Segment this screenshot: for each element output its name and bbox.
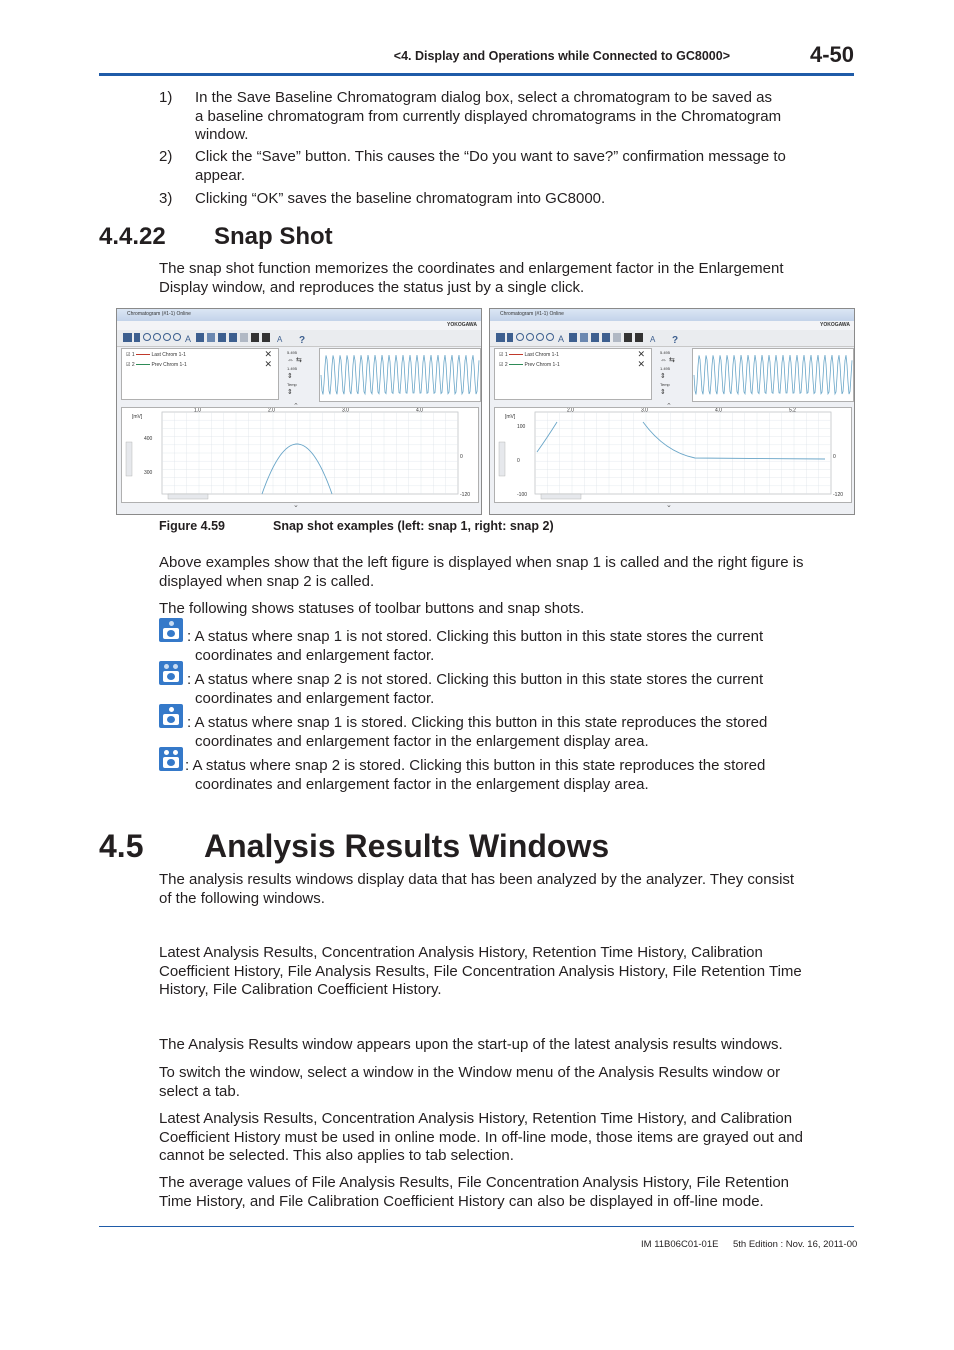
collapse-up-icon[interactable]: ⌃ [666,403,672,410]
camera-snap1-stored-icon [159,704,183,728]
close-icon[interactable]: ✕ [264,349,272,359]
vertical-scrollbar [499,442,505,476]
window-title: Chromatogram (#1-1) Online [127,311,191,317]
scale-label: 5.495 [660,350,671,355]
text-line: : A status where snap 2 is stored. Clicking this button in this state reproduces the stored [185,757,766,774]
copy-icon[interactable] [240,333,248,342]
y-tick-label: 0 [517,458,520,464]
document-id: IM 11B06C01-01E [641,1239,719,1250]
x-tick-label: 4.0 [416,407,423,414]
legend-label: Prev Chrom 1-1 [151,362,187,368]
status-text [187,671,857,708]
label-tool-icon[interactable]: A [650,335,656,344]
text-line: Coefficient History must be used in online mode. In off-line mode, those items are grayed out and [159,1128,803,1146]
overview-chromatogram [319,348,481,402]
menu-bar [117,321,481,330]
status-text [187,628,857,665]
text-tool-icon[interactable]: A [185,334,192,344]
enlarged-plot[interactable] [121,407,479,503]
paragraph [159,944,859,1000]
legend-swatch [136,364,150,366]
camera-lens [167,716,175,723]
toolbar-icons [490,330,750,346]
camera-lens [167,630,175,637]
trace-legend [494,348,652,400]
legend-row[interactable]: ☑ 2 Prev Chrom 1-1 [499,362,560,368]
zoom-icon[interactable] [517,334,524,341]
text-line: The snap shot function memorizes the coordinates and enlargement factor in the Enlargement [159,260,784,277]
step-line: Click the “Save” button. This causes the “Do you want to save?” confirmation message to [195,148,786,165]
snapshot-left-window [116,308,482,515]
baseline-icon[interactable] [602,333,610,342]
snap-dot [169,621,174,626]
x-tick-label: 1.0 [194,407,201,414]
help-icon[interactable]: ? [672,335,679,346]
legend-swatch [509,354,523,356]
step-text [195,89,845,145]
zoom-icon[interactable] [174,334,181,341]
scale-label: 1.495 [287,366,298,371]
snap1-icon[interactable] [624,333,632,342]
peak-icon[interactable] [580,333,588,342]
y-tick-label: -100 [517,492,528,498]
status-text [185,757,855,794]
baseline-icon[interactable] [229,333,237,342]
enlarged-plot[interactable] [494,407,852,503]
legend-label: Last Chrom 1-1 [524,352,559,358]
paragraph [159,871,859,908]
adjust-arrows-icon[interactable]: ⇕ [287,373,293,380]
toolbar-icons [117,330,377,346]
text-line: : A status where snap 1 is stored. Clicking this button in this state reproduces the stored [187,714,768,731]
scale-controls [287,348,317,403]
brand-logo: YOKOGAWA [446,322,477,328]
paragraph [159,1064,859,1101]
expand-down-icon[interactable]: ⌄ [293,502,299,509]
window-title: Chromatogram (#1-1) Online [500,311,564,317]
text-line: The average values of File Analysis Results, File Concentration Analysis History, File Retention [159,1174,790,1191]
menu-bar [490,321,854,330]
legend-swatch [136,354,150,356]
text-line: coordinates and enlargement factor. [195,646,435,664]
page-number: 4-50 [809,42,854,67]
text-line: Latest Analysis Results, Concentration Analysis History, Retention Time History, and Calibration [159,1110,793,1127]
text-line: cannot be selected. This also applies to tab selection. [159,1147,514,1164]
text-line: To switch the window, select a window in the Window menu of the Analysis Results window or [159,1064,781,1081]
toolbar [490,330,854,347]
figure-caption: Snap shot examples (left: snap 1, right: snap 2) [273,519,554,533]
camera-snap1-empty-icon [159,618,183,642]
text-tool-icon[interactable]: A [558,334,565,344]
marker-icon[interactable] [569,333,577,342]
legend-label: Last Chrom 1-1 [151,352,186,358]
horizontal-scrollbar [168,494,208,499]
paragraph [159,1174,859,1211]
legend-row[interactable]: ☑ 1 Last Chrom 1-1 [499,352,559,358]
step-number: 3) [159,190,173,207]
snap-dot [164,664,169,669]
window-titlebar [490,309,854,321]
overview-trace [321,355,479,395]
camera-lens [167,673,175,680]
snap-dot [173,750,178,755]
snap1-icon[interactable] [251,333,259,342]
text-line: coordinates and enlargement factor in the enlargement display area. [195,775,649,793]
text-line: The analysis results windows display data that has been analyzed by the analyzer. They consist [159,871,795,888]
zoom-icon[interactable] [537,334,544,341]
zoom-icon[interactable] [527,334,534,341]
legend-label: Prev Chrom 1-1 [524,362,560,368]
step-line: In the Save Baseline Chromatogram dialog box, select a chromatogram to be saved as [195,89,772,106]
running-header: <4. Display and Operations while Connected to GC8000> [393,49,730,63]
marker-icon[interactable] [196,333,204,342]
legend-swatch [509,364,523,366]
text-line: coordinates and enlargement factor. [195,689,435,707]
save-icon[interactable] [496,333,505,342]
text-line: coordinates and enlargement factor in the enlargement display area. [195,732,649,750]
paragraph [159,1110,859,1166]
horizontal-scrollbar [541,494,581,499]
camera-lens [167,759,175,766]
close-icon[interactable]: ✕ [637,359,645,369]
step-text [195,148,845,185]
section-title: Snap Shot [214,223,333,250]
text-line: Display window, and reproduces the status just by a single click. [159,278,585,296]
brand-logo: YOKOGAWA [819,322,850,328]
zoom-icon[interactable] [547,334,554,341]
close-icon[interactable]: ✕ [264,359,272,369]
save-icon[interactable] [123,333,132,342]
temp-label: Temp [660,382,670,387]
peak-icon[interactable] [207,333,215,342]
step-line: Clicking “OK” saves the baseline chromatogram into GC8000. [195,190,606,207]
expand-arrows-icon[interactable]: ⇔ ⇆ [660,357,675,364]
section-intro [159,260,859,297]
step-number: 1) [159,89,173,106]
text-line: Coefficient History, File Analysis Results, File Concentration Analysis History, File Retention Time [159,962,802,980]
step-line: appear. [195,166,246,184]
x-tick-label: 2.0 [268,407,275,414]
chapter-number: 4.5 [99,828,144,864]
adjust-arrows-icon[interactable]: ⇕ [660,373,666,380]
header-rule [99,73,854,76]
text-line: : A status where snap 2 is not stored. Clicking this button in this state stores the current [187,671,764,688]
text-line: select a tab. [159,1082,240,1100]
figure-number: Figure 4.59 [159,519,225,533]
right-tick-label: -120 [460,492,471,498]
x-tick-label: 2.0 [567,407,574,414]
toolbar [117,330,481,347]
camera-snap2-stored-icon [159,747,183,771]
text-line: Above examples show that the left figure is displayed when snap 1 is called and the right figure is [159,554,804,571]
edition-info: 5th Edition : Nov. 16, 2011-00 [733,1239,858,1250]
step-text [195,190,845,209]
zoom-icon[interactable] [144,334,151,341]
overview-trace [694,355,852,395]
paragraph [159,1036,859,1055]
footer-rule [99,1226,854,1227]
legend-row[interactable]: ☑ 2 Prev Chrom 1-1 [126,362,187,368]
y-tick-label: 300 [144,470,153,476]
y-tick-label: 100 [517,424,526,430]
trace-legend [121,348,279,400]
chapter-title: Analysis Results Windows [204,828,610,864]
help-icon[interactable]: ? [299,335,306,346]
zoom-icon[interactable] [164,334,171,341]
legend-row[interactable]: ☑ 1 Last Chrom 1-1 [126,352,186,358]
x-tick-label: 4.0 [715,407,722,414]
scale-controls [660,348,690,403]
step-line: window. [195,126,249,143]
scale-label: 5.495 [287,350,298,355]
x-tick-label: 3.0 [342,407,349,414]
integrate-icon[interactable] [591,333,599,342]
window-titlebar [117,309,481,321]
snapshot-right-window [489,308,855,515]
temp-arrows-icon[interactable]: ⇕ [660,389,666,396]
chart-icon[interactable] [134,333,140,342]
expand-down-icon[interactable]: ⌄ [666,502,672,509]
close-icon[interactable]: ✕ [637,349,645,359]
scale-label: 1.495 [660,366,671,371]
text-line: The Analysis Results window appears upon the start-up of the latest analysis results windows. [159,1036,783,1053]
zoom-icon[interactable] [154,334,161,341]
vertical-scrollbar [126,442,132,476]
y-tick-label: 400 [144,436,153,442]
temp-arrows-icon[interactable]: ⇕ [287,389,293,396]
x-tick-label: 3.0 [641,407,648,414]
text-line: displayed when snap 2 is called. [159,572,375,590]
text-line: Time History, and File Calibration Coefficient History can also be displayed in off-line mode. [159,1192,764,1210]
section-number: 4.4.22 [99,223,166,250]
snap-dot [173,664,178,669]
integrate-icon[interactable] [218,333,226,342]
expand-arrows-icon[interactable]: ⇔ ⇆ [287,357,302,364]
copy-icon[interactable] [613,333,621,342]
snap-dot [169,707,174,712]
y-axis-unit: [mV] [132,414,143,420]
y-axis-unit: [mV] [505,414,516,420]
snap2-icon[interactable] [635,333,643,342]
status-text [187,714,857,751]
right-tick-label: 0 [460,454,463,460]
camera-snap2-empty-icon [159,661,183,685]
x-tick-label: 5.2 [789,407,796,414]
temp-label: Temp [287,382,297,387]
chart-icon[interactable] [507,333,513,342]
right-tick-label: -120 [833,492,844,498]
paragraph [159,554,859,591]
snap-dot [164,750,169,755]
right-tick-label: 0 [833,454,836,460]
text-line: of the following windows. [159,889,325,907]
label-tool-icon[interactable]: A [277,335,283,344]
collapse-up-icon[interactable]: ⌃ [293,403,299,410]
text-line: : A status where snap 1 is not stored. Clicking this button in this state stores the current [187,628,764,645]
text-line: Latest Analysis Results, Concentration Analysis History, Retention Time History, Calibration [159,944,763,961]
step-line: a baseline chromatogram from currently displayed chromatograms in the Chromatogram [195,107,782,125]
overview-chromatogram [692,348,854,402]
text-line: History, File Calibration Coefficient History. [159,981,442,998]
step-number: 2) [159,148,173,165]
paragraph: The following shows statuses of toolbar buttons and snap shots. [159,600,585,617]
snap2-icon[interactable] [262,333,270,342]
